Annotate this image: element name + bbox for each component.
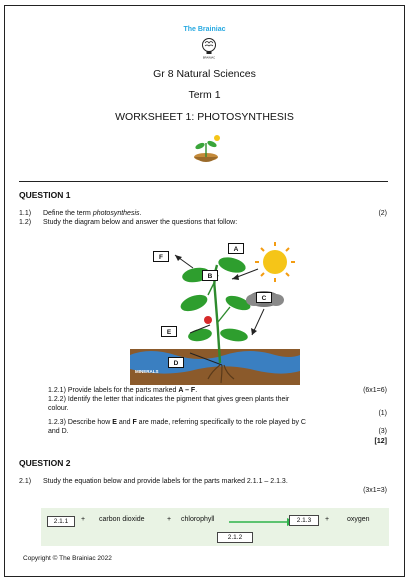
- sun: [263, 250, 287, 274]
- q1-2-3-marks: (3): [378, 428, 387, 435]
- q1-2-3-line2: and D.: [48, 428, 69, 435]
- q2-1-marks: (3x1=3): [363, 487, 387, 494]
- worksheet-title: WORKSHEET 1: PHOTOSYNTHESIS: [115, 111, 294, 123]
- question1-total: [12]: [374, 438, 387, 445]
- q1-2-3-line1: 1.2.3) Describe how E and F are made, referring specifically to the role played by C: [48, 419, 306, 426]
- svg-text:MINERALS: MINERALS: [135, 369, 159, 374]
- brainiac-logo: [197, 36, 221, 62]
- eq-carbon-dioxide: carbon dioxide: [99, 516, 145, 523]
- diagram-label-d: D: [168, 357, 184, 368]
- term-title: Term 1: [188, 89, 221, 101]
- divider: [19, 181, 388, 182]
- grade-title: Gr 8 Natural Sciences: [153, 68, 256, 80]
- reaction-arrow: [229, 517, 297, 527]
- question1-heading: QUESTION 1: [19, 190, 71, 200]
- eq-blank-2-1-2: 2.1.2: [217, 532, 253, 543]
- q1-1-marks: (2): [378, 210, 387, 217]
- q1-2-1-text: 1.2.1) Provide labels for the parts marked A – F.: [48, 387, 198, 394]
- eq-blank-2-1-1: 2.1.1: [47, 516, 75, 527]
- diagram-label-b: B: [202, 270, 218, 281]
- leaf: [217, 255, 248, 276]
- q1-2-number: 1.2): [19, 219, 32, 226]
- equation-panel: [41, 508, 389, 546]
- diagram-label-e: E: [161, 326, 177, 337]
- diagram-label-c: C: [256, 292, 272, 303]
- eq-plus: +: [167, 516, 172, 523]
- eq-plus: +: [325, 516, 330, 523]
- leaf: [219, 327, 249, 344]
- q1-2-2-line2: colour.: [48, 405, 69, 412]
- copyright: Copyright © The Brainiac 2022: [23, 555, 112, 562]
- plant-icon: [188, 133, 224, 169]
- q1-2-text: Study the diagram below and answer the questions that follow:: [43, 219, 238, 226]
- svg-text:BRAINIAC: BRAINIAC: [202, 56, 216, 60]
- q1-2-2-marks: (1): [378, 410, 387, 417]
- q2-1-text: Study the equation below and provide labels for the parts marked 2.1.1 – 2.1.3.: [43, 478, 288, 485]
- q1-2-2-line1: 1.2.2) Identify the letter that indicates the pigment that gives green plants their: [48, 396, 290, 403]
- worksheet-page: [4, 5, 405, 577]
- eq-plus: +: [81, 516, 86, 523]
- eq-chlorophyll: chlorophyll: [181, 516, 215, 523]
- brand-name: The Brainiac: [183, 26, 226, 33]
- eq-blank-2-1-3: 2.1.3: [289, 515, 319, 526]
- question2-heading: QUESTION 2: [19, 458, 71, 468]
- q1-2-1-marks: (6x1=6): [363, 387, 387, 394]
- q2-1-number: 2.1): [19, 478, 32, 485]
- fruit: [204, 316, 212, 324]
- q1-1-number: 1.1): [19, 210, 32, 217]
- diagram-label-a: A: [228, 243, 244, 254]
- diagram-label-f: F: [153, 251, 169, 262]
- q1-1-text: Define the term photosynthesis.: [43, 210, 142, 217]
- leaf: [178, 292, 209, 315]
- eq-oxygen: oxygen: [347, 516, 370, 523]
